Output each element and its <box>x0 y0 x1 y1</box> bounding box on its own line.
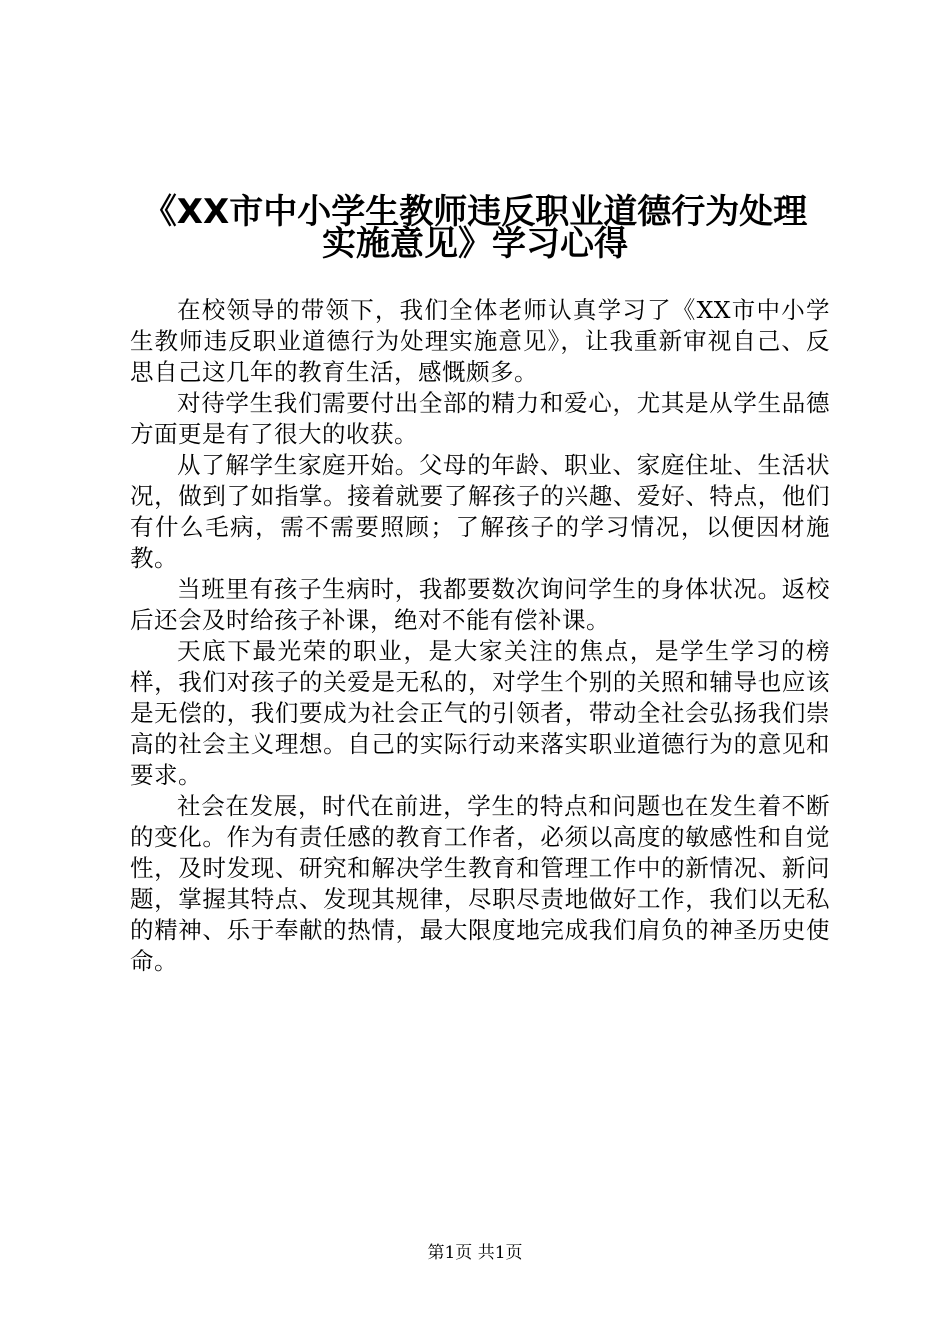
paragraph-6: 社会在发展，时代在前进，学生的特点和问题也在发生着不断的变化。作为有责任感的教育工作者，必须以高度的敏感性和自觉性，及时发现、研究和解决学生教育和管理工作中的新情况、新问题，掌握其特点、发现其规律，尽职尽责地做好工作，我们以无私的精神、乐于奉献的热情，最大限度地完成我们肩负的神圣历史使命。 <box>130 792 830 975</box>
paragraph-5: 天底下最光荣的职业，是大家关注的焦点，是学生学习的榜样，我们对孩子的关爱是无私的，对学生个别的关照和辅导也应该是无偿的，我们要成为社会正气的引领者，带动全社会弘扬我们崇高的社会主义理想。自己的实际行动来落实职业道德行为的意见和要求。 <box>130 637 830 789</box>
paragraph-2: 对待学生我们需要付出全部的精力和爱心，尤其是从学生品德方面更是有了很大的收获。 <box>130 389 830 448</box>
document-title-line-2: 实施意见》学习心得 <box>322 224 628 264</box>
paragraph-1: 在校领导的带领下，我们全体老师认真学习了《XX市中小学生教师违反职业道德行为处理实施意见》，让我重新审视自己、反思自己这几年的教育生活，感慨颇多。 <box>130 296 830 386</box>
page-number-footer: 第1页 共1页 <box>427 1243 523 1263</box>
paragraph-3: 从了解学生家庭开始。父母的年龄、职业、家庭住址、生活状况，做到了如指掌。接着就要了解孩子的兴趣、爱好、特点，他们有什么毛病，需不需要照顾；了解孩子的学习情况，以便因材施教。 <box>130 451 830 572</box>
paragraph-4: 当班里有孩子生病时，我都要数次询问学生的身体状况。返校后还会及时给孩子补课，绝对不能有偿补课。 <box>130 575 830 634</box>
document-title-line-1: 《XX市中小学生教师违反职业道德行为处理 <box>142 192 808 232</box>
document-body <box>130 295 830 977</box>
